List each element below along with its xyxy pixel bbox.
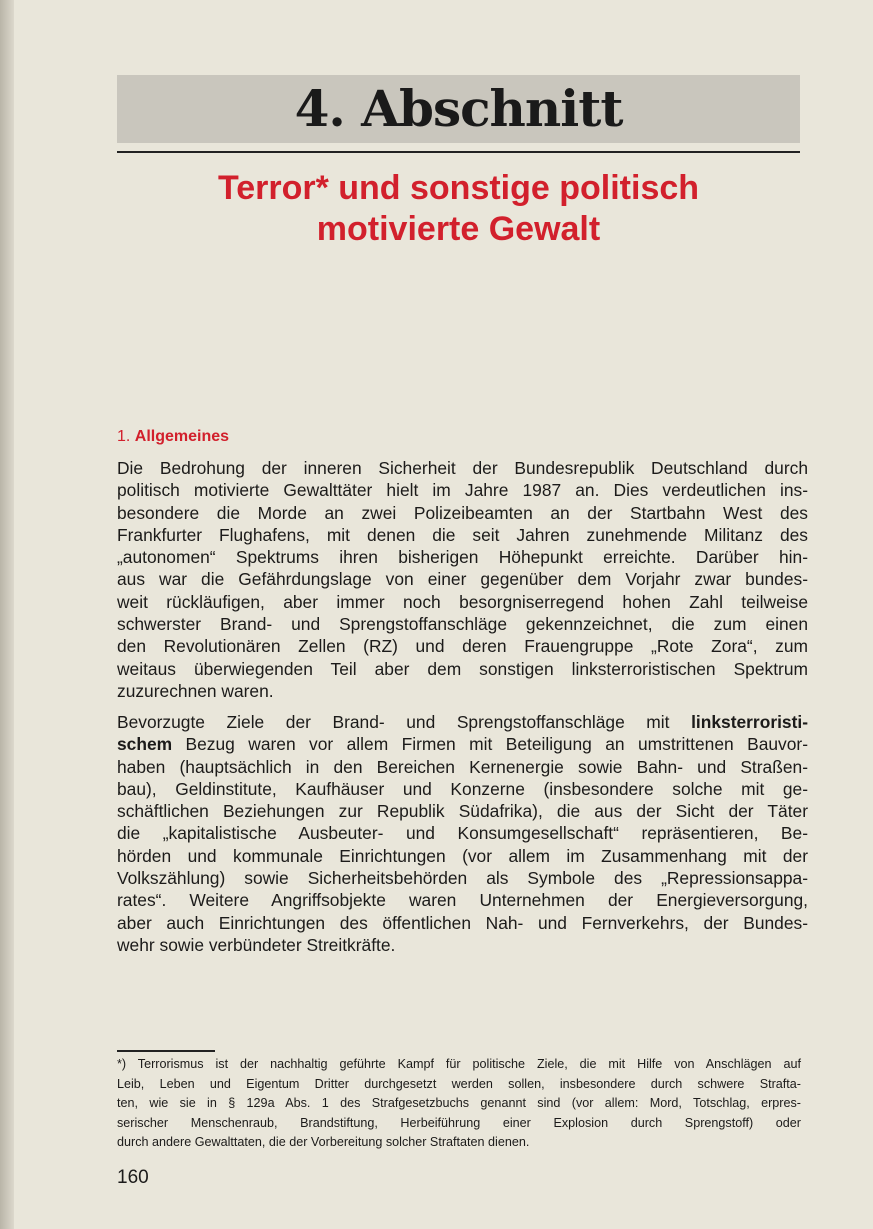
text-line: rates“. Weitere Angriffsobjekte waren Unternehmen der Energieversorgung, [117, 890, 808, 911]
subtitle-line: Terror* und sonstige politisch [217, 169, 700, 207]
text-line: „autonomen“ Spektrums ihren bisherigen Höhepunkt erreichte. Darüber hin- [117, 547, 808, 568]
text-run: Bevorzugte Ziele der Brand- und Sprengstoffanschläge mit [117, 712, 692, 732]
section-number: 1. [117, 428, 131, 445]
text-line: Die Bedrohung der inneren Sicherheit der Bundesrepublik Deutschland durch [117, 458, 808, 478]
footnote-rule [117, 1050, 215, 1052]
paragraph-1 [117, 457, 808, 702]
page-number: 160 [117, 1167, 149, 1188]
bold-term: linksterroristi- [691, 712, 808, 732]
chapter-subtitle [117, 168, 800, 250]
footnote-line: serischer Menschenraub, Brandstiftung, Herbeiführung einer Explosion durch Sprengstoff) oder [117, 1115, 801, 1130]
footnote-line: *) Terrorismus ist der nachhaltig geführte Kampf für politische Ziele, die mit Hilfe von Anschlägen auf [117, 1057, 801, 1071]
footnote-line: durch andere Gewalttaten, die der Vorbereitung solcher Straftaten dienen. [117, 1135, 530, 1150]
header-rule [117, 151, 800, 153]
text-line [117, 711, 808, 733]
paragraph-2 [117, 711, 808, 956]
text-line: schwerster Brand- und Sprengstoffanschläge gekennzeichnet, die zum einen [117, 614, 808, 635]
section-title: Allgemeines [134, 428, 230, 445]
text-line: den Revolutionären Zellen (RZ) und deren Frauengruppe „Rote Zora“, zum [117, 636, 808, 657]
footnote-line: Leib, Leben und Eigentum Dritter durchgesetzt werden sollen, insbesondere durch schwere Strafta- [117, 1076, 801, 1091]
footnote-line: ten, wie sie in § 129a Abs. 1 des Strafgesetzbuchs genannt sind (vor allem: Mord, Totschlag, erpres- [117, 1096, 801, 1111]
text-line: besondere die Morde an zwei Polizeibeamten an der Startbahn West des [117, 502, 808, 523]
text-line: zuzurechnen waren. [117, 680, 274, 701]
bold-term: schem [117, 734, 173, 755]
text-line: Frankfurter Flughafens, mit denen die seit Jahren zunehmende Militanz des [117, 524, 808, 545]
text-line: bau), Geldinstitute, Kaufhäuser und Konzerne (insbesondere solche mit ge- [117, 778, 808, 799]
text-line: die „kapitalistische Ausbeuter- und Konsumgesellschaft“ repräsentieren, Be- [117, 823, 808, 844]
text-line [117, 733, 808, 755]
text-run: Bezug waren vor allem Firmen mit Beteiligung an umstrittenen Bauvor- [172, 734, 808, 755]
page-binding-shadow [0, 0, 14, 1229]
chapter-title: 4. Abschnitt [294, 79, 623, 138]
text-line: hörden und kommunale Einrichtungen (vor allem im Zusammenhang mit der [117, 845, 808, 866]
text-line: haben (hauptsächlich in den Bereichen Kernenergie sowie Bahn- und Straßen- [117, 756, 808, 777]
text-line: weit rückläufigen, aber immer noch besorgniserregend hohen Zahl teilweise [117, 591, 808, 612]
text-line: weitaus überwiegenden Teil aber dem sonstigen linksterroristischen Spektrum [117, 658, 808, 679]
text-line: Volkszählung) sowie Sicherheitsbehörden als Symbole des „Repressionsappa- [117, 868, 808, 889]
section-heading [117, 428, 229, 446]
subtitle-line: motivierte Gewalt [316, 210, 601, 248]
text-line: aus war die Gefährdungslage von einer gegenüber dem Vorjahr zwar bundes- [117, 569, 808, 590]
footnote [117, 1055, 801, 1153]
text-line: wehr sowie verbündeter Streitkräfte. [117, 934, 396, 955]
text-line: schäftlichen Beziehungen zur Republik Südafrika), die aus der Sicht der Täter [117, 801, 808, 822]
text-line: politisch motivierte Gewalttäter hielt im Jahre 1987 an. Dies verdeutlichen ins- [117, 480, 808, 501]
text-line: aber auch Einrichtungen des öffentlichen Nah- und Fernverkehrs, der Bundes- [117, 912, 808, 933]
